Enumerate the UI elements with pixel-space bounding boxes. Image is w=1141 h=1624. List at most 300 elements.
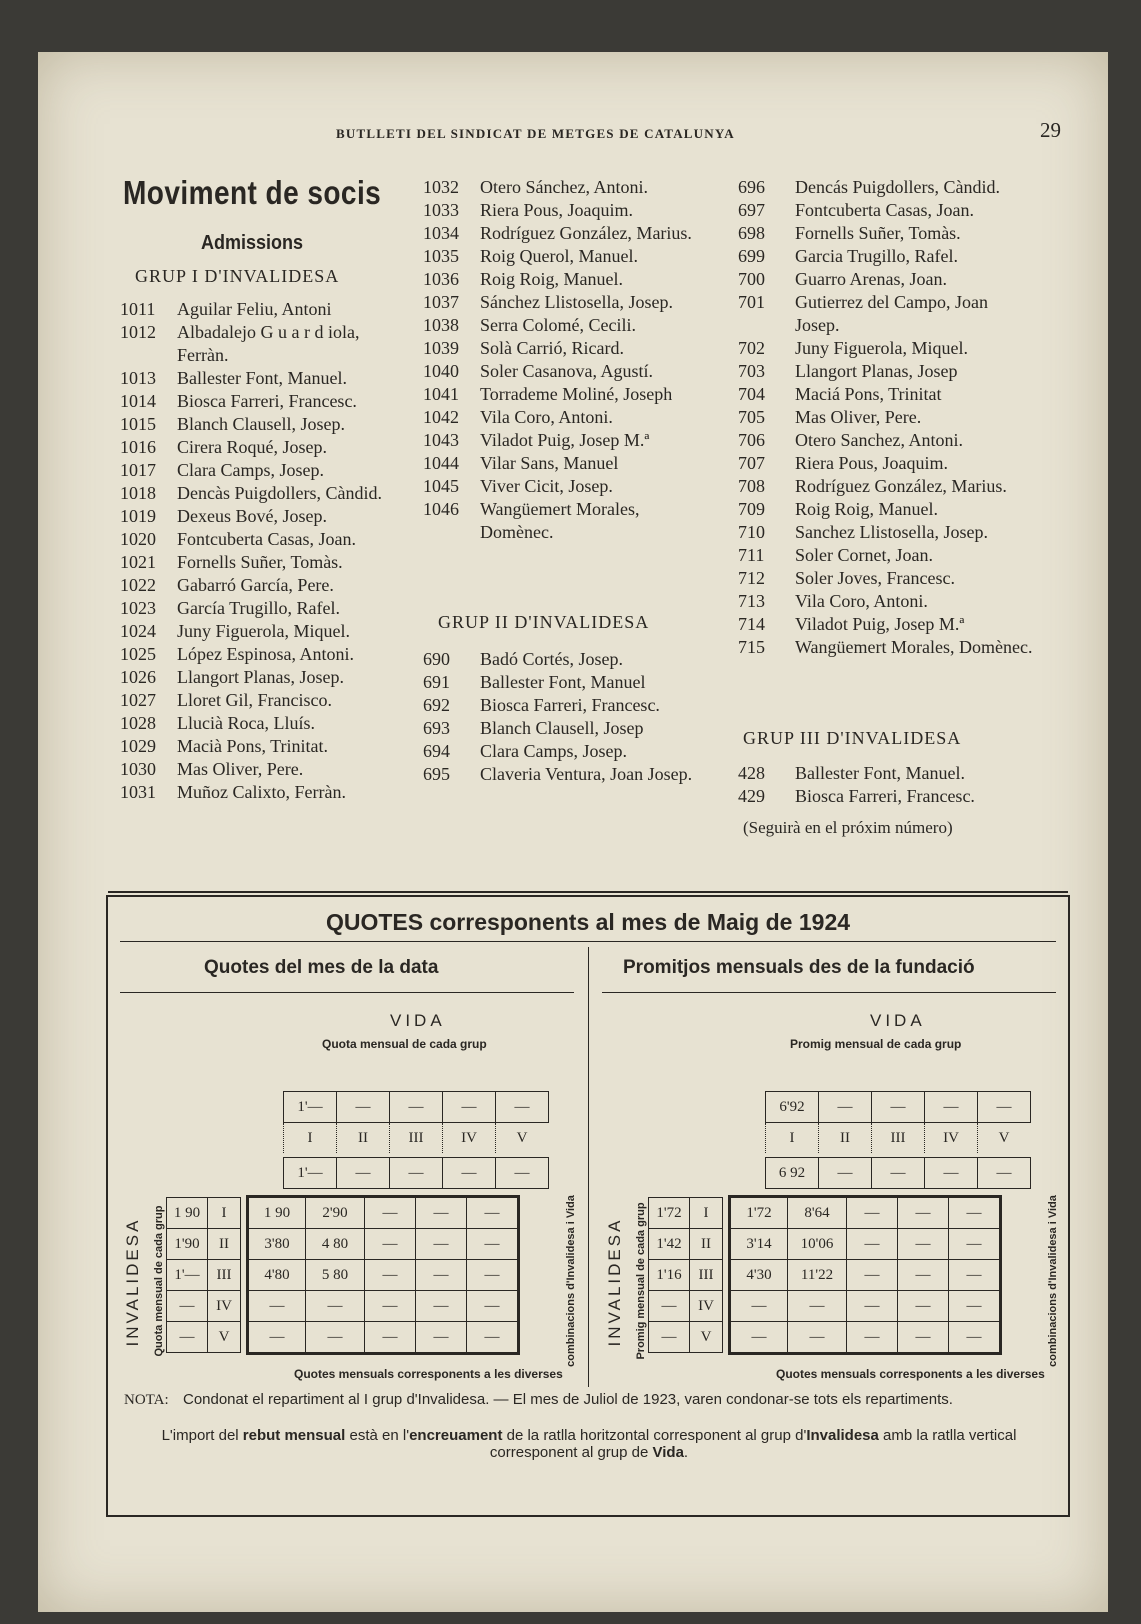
grup2-list-col2 bbox=[423, 648, 708, 786]
matrix-cell: — bbox=[365, 1291, 416, 1322]
vida-quota-2-cell: — bbox=[337, 1158, 390, 1189]
vida-quota-2-cell: — bbox=[819, 1158, 872, 1189]
member-entry bbox=[423, 360, 708, 383]
matrix-cell: — bbox=[898, 1197, 949, 1229]
member-entry bbox=[120, 735, 410, 758]
member-name: Dexeus Bové, Josep. bbox=[177, 506, 327, 526]
member-number: 712 bbox=[738, 568, 765, 588]
member-name: Rodríguez González, Marius. bbox=[795, 476, 1007, 496]
member-name: Ballester Font, Manuel. bbox=[177, 368, 347, 388]
member-number: 1016 bbox=[120, 437, 156, 457]
member-name: Guarro Arenas, Joan. bbox=[795, 269, 947, 289]
invalidesa-group: II bbox=[208, 1229, 241, 1260]
member-entry bbox=[120, 321, 410, 367]
member-entry bbox=[120, 620, 410, 643]
member-name: Macià Pons, Trinitat. bbox=[177, 736, 329, 756]
vida-quota-cell: — bbox=[443, 1092, 496, 1123]
matrix-cell: 3'80 bbox=[248, 1229, 306, 1260]
member-number: 1021 bbox=[120, 552, 156, 572]
member-entry bbox=[738, 291, 1033, 337]
member-entry bbox=[120, 459, 410, 482]
member-name: Muñoz Calixto, Ferràn. bbox=[177, 782, 346, 802]
member-number: 1038 bbox=[423, 315, 459, 335]
article-title: Moviment de socis bbox=[123, 174, 382, 211]
matrix-row bbox=[730, 1322, 1001, 1354]
grup2-list-col3 bbox=[738, 176, 1033, 659]
member-name: Badó Cortés, Josep. bbox=[480, 649, 623, 669]
matrix-cell: — bbox=[248, 1322, 306, 1354]
vida-quota-cell: 6'92 bbox=[766, 1092, 819, 1123]
member-name: Biosca Farreri, Francesc. bbox=[795, 786, 975, 806]
invalidesa-quota: — bbox=[649, 1291, 690, 1322]
matrix-cell: — bbox=[365, 1322, 416, 1354]
matrix-cell: — bbox=[898, 1260, 949, 1291]
left-vida-label: VIDA bbox=[390, 1011, 446, 1030]
member-number: 1011 bbox=[120, 299, 156, 319]
invalidesa-quota: 1 90 bbox=[167, 1198, 208, 1229]
member-name: Gutierrez del Campo, Joan Josep. bbox=[795, 292, 988, 335]
member-entry bbox=[120, 505, 410, 528]
vida-group-cell: I bbox=[766, 1123, 819, 1153]
nota2-bold: Invalidesa bbox=[806, 1427, 879, 1444]
member-name: Biosca Farreri, Francesc. bbox=[480, 695, 660, 715]
matrix-cell: — bbox=[730, 1322, 788, 1354]
member-name: Cirera Roqué, Josep. bbox=[177, 437, 327, 457]
vida-quota-cell: — bbox=[390, 1092, 443, 1123]
matrix-cell: — bbox=[788, 1291, 847, 1322]
invalidesa-label: INVALIDESA bbox=[123, 1217, 142, 1347]
invalidesa-row bbox=[167, 1198, 241, 1229]
matrix-cell: 1'72 bbox=[730, 1197, 788, 1229]
vida-quota-2 bbox=[766, 1158, 1031, 1189]
member-name: Garcia Trugillo, Rafel. bbox=[795, 246, 958, 266]
member-entry bbox=[120, 298, 410, 321]
member-name: Soler Cornet, Joan. bbox=[795, 545, 933, 565]
vida-group-cell: II bbox=[337, 1123, 390, 1153]
member-entry bbox=[120, 712, 410, 735]
invalidesa-row bbox=[649, 1322, 723, 1353]
invalidesa-quota: — bbox=[167, 1291, 208, 1322]
matrix-cell: — bbox=[416, 1291, 467, 1322]
member-name: Vila Coro, Antoni. bbox=[480, 407, 613, 427]
member-number: 705 bbox=[738, 407, 765, 427]
member-number: 1045 bbox=[423, 476, 459, 496]
member-entry bbox=[738, 785, 1033, 808]
member-entry bbox=[738, 245, 1033, 268]
member-number: 701 bbox=[738, 292, 765, 312]
matrix-row bbox=[248, 1197, 519, 1229]
matrix-cell: — bbox=[365, 1229, 416, 1260]
member-entry bbox=[423, 671, 708, 694]
nota2-part: de la ratlla horitzontal corresponent al grup d' bbox=[502, 1427, 807, 1444]
member-entry bbox=[423, 291, 708, 314]
member-entry bbox=[423, 429, 708, 452]
matrix-cell: — bbox=[416, 1229, 467, 1260]
member-name: Sanchez Llistosella, Josep. bbox=[795, 522, 988, 542]
member-name: Clara Camps, Josep. bbox=[480, 741, 627, 761]
member-number: 1020 bbox=[120, 529, 156, 549]
member-name: Albadalejo G u a r d iola, Ferràn. bbox=[177, 322, 360, 365]
vida-group-cell: IV bbox=[925, 1123, 978, 1153]
grup1-heading: GRUP I D'INVALIDESA bbox=[135, 266, 340, 286]
left-subtitle: Quotes del mes de la data bbox=[204, 957, 439, 978]
member-entry bbox=[120, 781, 410, 804]
member-entry bbox=[120, 689, 410, 712]
member-entry bbox=[738, 268, 1033, 291]
member-number: 697 bbox=[738, 200, 765, 220]
member-name: Gabarró García, Pere. bbox=[177, 575, 334, 595]
member-number: 710 bbox=[738, 522, 765, 542]
member-name: Dencás Puigdollers, Càndid. bbox=[795, 177, 1000, 197]
matrix-cell: 4 80 bbox=[306, 1229, 365, 1260]
invalidesa-group: IV bbox=[208, 1291, 241, 1322]
member-number: 698 bbox=[738, 223, 765, 243]
member-entry bbox=[738, 383, 1033, 406]
matrix-cell: 1 90 bbox=[248, 1197, 306, 1229]
invalidesa-row bbox=[649, 1291, 723, 1322]
vida-quota-cell: — bbox=[496, 1092, 549, 1123]
vida-quota-2-cell: — bbox=[978, 1158, 1031, 1189]
matrix-row bbox=[730, 1291, 1001, 1322]
member-entry bbox=[120, 413, 410, 436]
member-entry bbox=[120, 436, 410, 459]
matrix-cell: — bbox=[847, 1260, 898, 1291]
member-entry bbox=[738, 636, 1033, 659]
running-title: BUTLLETI DEL SINDICAT DE METGES DE CATALUNYA bbox=[336, 126, 735, 141]
left-vida-sub: Quota mensual de cada grup bbox=[322, 1037, 487, 1051]
member-entry bbox=[738, 406, 1033, 429]
vida-group-cell: IV bbox=[443, 1123, 496, 1153]
member-entry bbox=[423, 337, 708, 360]
invalidesa-row bbox=[167, 1322, 241, 1353]
member-number: 1027 bbox=[120, 690, 156, 710]
vida-quota-cell: — bbox=[925, 1092, 978, 1123]
matrix-cell: — bbox=[898, 1229, 949, 1260]
vida-quota bbox=[284, 1092, 549, 1123]
member-number: 708 bbox=[738, 476, 765, 496]
member-number: 1024 bbox=[120, 621, 156, 641]
member-number: 1031 bbox=[120, 782, 156, 802]
matrix-cell: — bbox=[949, 1197, 1001, 1229]
vida-group bbox=[284, 1123, 549, 1153]
combination-matrix bbox=[246, 1195, 520, 1355]
member-number: 1042 bbox=[423, 407, 459, 427]
member-name: Juny Figuerola, Miquel. bbox=[177, 621, 350, 641]
member-entry bbox=[120, 367, 410, 390]
vida-quota-2-cell: — bbox=[443, 1158, 496, 1189]
matrix-row bbox=[730, 1229, 1001, 1260]
member-entry bbox=[738, 176, 1033, 199]
invalidesa-group: III bbox=[690, 1260, 723, 1291]
combinacions-label: combinacions d'Invalidesa i Vida bbox=[1047, 1195, 1059, 1367]
member-entry bbox=[120, 666, 410, 689]
grup3-list-col3 bbox=[738, 762, 1033, 808]
member-number: 692 bbox=[423, 695, 450, 715]
member-name: Biosca Farreri, Francesc. bbox=[177, 391, 357, 411]
member-number: 1043 bbox=[423, 430, 459, 450]
member-number: 1014 bbox=[120, 391, 156, 411]
member-number: 715 bbox=[738, 637, 765, 657]
member-name: Juny Figuerola, Miquel. bbox=[795, 338, 968, 358]
vida-top-row-2 bbox=[283, 1157, 549, 1189]
nota-text-1: Condonat el repartiment al I grup d'Invalidesa. — El mes de Juliol de 1923, varen condonar-se tots els repartiments. bbox=[182, 1391, 953, 1408]
matrix-cell: 5 80 bbox=[306, 1260, 365, 1291]
member-name: Llangort Planas, Josep bbox=[795, 361, 958, 381]
member-number: 714 bbox=[738, 614, 765, 634]
member-number: 709 bbox=[738, 499, 765, 519]
vida-quota-2-cell: — bbox=[925, 1158, 978, 1189]
matrix-cell: — bbox=[365, 1260, 416, 1291]
matrix-cell: 10'06 bbox=[788, 1229, 847, 1260]
member-entry bbox=[738, 337, 1033, 360]
member-entry bbox=[738, 199, 1033, 222]
grup2-heading: GRUP II D'INVALIDESA bbox=[438, 612, 650, 632]
member-entry bbox=[738, 762, 1033, 785]
matrix-cell: — bbox=[467, 1197, 519, 1229]
member-number: 691 bbox=[423, 672, 450, 692]
member-number: 1029 bbox=[120, 736, 156, 756]
member-number: 1032 bbox=[423, 177, 459, 197]
member-name: Vila Coro, Antoni. bbox=[795, 591, 928, 611]
member-name: Wangüemert Morales, Domènec. bbox=[795, 637, 1033, 657]
matrix-cell: — bbox=[416, 1197, 467, 1229]
member-number: 1019 bbox=[120, 506, 156, 526]
member-number: 1033 bbox=[423, 200, 459, 220]
member-number: 1018 bbox=[120, 483, 156, 503]
member-number: 700 bbox=[738, 269, 765, 289]
member-name: Blanch Clausell, Josep. bbox=[177, 414, 345, 434]
member-number: 1026 bbox=[120, 667, 156, 687]
matrix-cell: — bbox=[467, 1291, 519, 1322]
matrix-cell: — bbox=[416, 1322, 467, 1354]
member-name: Ballester Font, Manuel. bbox=[795, 763, 965, 783]
member-number: 704 bbox=[738, 384, 765, 404]
matrix-cell: — bbox=[467, 1322, 519, 1354]
vida-quota-2-cell: 1'— bbox=[284, 1158, 337, 1189]
invalidesa-group: I bbox=[208, 1198, 241, 1229]
matrix-cell: 3'14 bbox=[730, 1229, 788, 1260]
matrix-cell: — bbox=[248, 1291, 306, 1322]
invalidesa-column bbox=[166, 1197, 241, 1353]
member-entry bbox=[423, 199, 708, 222]
vida-quota-cell: — bbox=[337, 1092, 390, 1123]
member-name: Wangüemert Morales, Domènec. bbox=[480, 499, 640, 542]
nota2-part: amb la ratlla vertical corresponent al grup de bbox=[489, 1427, 1017, 1461]
member-name: Mas Oliver, Pere. bbox=[795, 407, 922, 427]
invalidesa-label: INVALIDESA bbox=[605, 1217, 624, 1347]
matrix-cell: — bbox=[788, 1322, 847, 1354]
member-name: Lloret Gil, Francisco. bbox=[177, 690, 332, 710]
right-vida-sub: Promig mensual de cada grup bbox=[790, 1037, 962, 1051]
matrix-cell: — bbox=[306, 1322, 365, 1354]
right-subtitle: Promitjos mensuals des de la fundació bbox=[623, 957, 975, 978]
page bbox=[38, 52, 1108, 1612]
member-entry bbox=[423, 452, 708, 475]
member-name: Otero Sánchez, Antoni. bbox=[480, 177, 648, 197]
member-number: 1022 bbox=[120, 575, 156, 595]
matrix-row bbox=[248, 1260, 519, 1291]
matrix-cell: — bbox=[949, 1229, 1001, 1260]
matrix-cell: — bbox=[847, 1291, 898, 1322]
member-name: Dencàs Puigdollers, Càndid. bbox=[177, 483, 382, 503]
member-number: 1039 bbox=[423, 338, 459, 358]
member-entry bbox=[120, 597, 410, 620]
member-entry bbox=[738, 567, 1033, 590]
member-number: 1015 bbox=[120, 414, 156, 434]
member-name: Roig Roig, Manuel. bbox=[795, 499, 938, 519]
member-entry bbox=[423, 763, 708, 786]
member-name: Solà Carrió, Ricard. bbox=[480, 338, 624, 358]
vida-quota-cell: — bbox=[872, 1092, 925, 1123]
member-number: 696 bbox=[738, 177, 765, 197]
matrix-cell: 4'30 bbox=[730, 1260, 788, 1291]
invalidesa-group: V bbox=[208, 1322, 241, 1353]
member-name: Fontcuberta Casas, Joan. bbox=[177, 529, 356, 549]
member-number: 1028 bbox=[120, 713, 156, 733]
matrix-cell: — bbox=[898, 1291, 949, 1322]
vida-quota-cell: — bbox=[978, 1092, 1031, 1123]
member-name: Llangort Planas, Josep. bbox=[177, 667, 344, 687]
invalidesa-group: I bbox=[690, 1198, 723, 1229]
matrix-row bbox=[730, 1197, 1001, 1229]
matrix-cell: — bbox=[949, 1322, 1001, 1354]
member-entry bbox=[120, 482, 410, 505]
member-name: Riera Pous, Joaquim. bbox=[795, 453, 948, 473]
matrix-cell: — bbox=[847, 1322, 898, 1354]
member-number: 1041 bbox=[423, 384, 459, 404]
member-number: 1037 bbox=[423, 292, 459, 312]
invalidesa-sub-label: Promig mensual de cada grup bbox=[635, 1202, 647, 1360]
vida-quota-cell: — bbox=[819, 1092, 872, 1123]
matrix-cell: — bbox=[467, 1260, 519, 1291]
member-name: Aguilar Feliu, Antoni bbox=[177, 299, 332, 319]
continued-note: (Seguirà en el próxim número) bbox=[743, 818, 953, 837]
member-number: 699 bbox=[738, 246, 765, 266]
member-name: Claveria Ventura, Joan Josep. bbox=[480, 764, 693, 784]
member-entry bbox=[738, 429, 1033, 452]
member-number: 1013 bbox=[120, 368, 156, 388]
nota-label: NOTA: bbox=[124, 1392, 169, 1408]
member-number: 703 bbox=[738, 361, 765, 381]
member-name: Rodríguez González, Marius. bbox=[480, 223, 692, 243]
member-entry bbox=[423, 694, 708, 717]
matrix-cell: — bbox=[949, 1260, 1001, 1291]
invalidesa-row bbox=[167, 1291, 241, 1322]
invalidesa-row bbox=[649, 1198, 723, 1229]
page-number: 29 bbox=[1040, 118, 1061, 142]
section-subtitle: Admissions bbox=[201, 232, 304, 254]
combination-matrix bbox=[728, 1195, 1002, 1355]
matrix-caption: Quotes mensuals corresponents a les diverses bbox=[776, 1367, 1045, 1381]
matrix-cell: 8'64 bbox=[788, 1197, 847, 1229]
quotes-box bbox=[106, 895, 1070, 1517]
matrix-cell: — bbox=[949, 1291, 1001, 1322]
vida-quota-2-cell: — bbox=[390, 1158, 443, 1189]
matrix-row bbox=[248, 1291, 519, 1322]
member-name: Torrademe Moliné, Joseph bbox=[480, 384, 673, 404]
member-name: Fornells Suñer, Tomàs. bbox=[177, 552, 343, 572]
vida-quota-2 bbox=[284, 1158, 549, 1189]
invalidesa-row bbox=[649, 1260, 723, 1291]
vida-top-row bbox=[765, 1091, 1031, 1123]
member-entry bbox=[423, 648, 708, 671]
invalidesa-group: II bbox=[690, 1229, 723, 1260]
invalidesa-quota: 1'90 bbox=[167, 1229, 208, 1260]
member-number: 713 bbox=[738, 591, 765, 611]
matrix-cell: — bbox=[847, 1197, 898, 1229]
member-name: Maciá Pons, Trinitat bbox=[795, 384, 942, 404]
invalidesa-row bbox=[167, 1229, 241, 1260]
member-number: 690 bbox=[423, 649, 450, 669]
member-entry bbox=[120, 758, 410, 781]
matrix-row bbox=[248, 1322, 519, 1354]
vida-group-cell: V bbox=[978, 1123, 1031, 1153]
member-name: Vilar Sans, Manuel bbox=[480, 453, 619, 473]
matrix-cell: 11'22 bbox=[788, 1260, 847, 1291]
member-entry bbox=[738, 452, 1033, 475]
vida-group-cell: V bbox=[496, 1123, 549, 1153]
member-name: Roig Querol, Manuel. bbox=[480, 246, 638, 266]
member-name: Sánchez Llistosella, Josep. bbox=[480, 292, 673, 312]
member-entry bbox=[423, 314, 708, 337]
member-name: Viver Cicit, Josep. bbox=[480, 476, 613, 496]
nota2-bold: encreuament bbox=[409, 1427, 503, 1444]
matrix-row bbox=[730, 1260, 1001, 1291]
member-entry bbox=[423, 383, 708, 406]
member-entry bbox=[120, 574, 410, 597]
vida-group-cell: III bbox=[390, 1123, 443, 1153]
member-entry bbox=[423, 740, 708, 763]
matrix-cell: — bbox=[467, 1229, 519, 1260]
member-number: 1034 bbox=[423, 223, 459, 243]
vida-roman-row bbox=[283, 1123, 548, 1153]
invalidesa-sub-label: Quota mensual de cada grup bbox=[153, 1205, 165, 1357]
vida-quota bbox=[766, 1092, 1031, 1123]
matrix-cell: — bbox=[847, 1229, 898, 1260]
member-name: Soler Joves, Francesc. bbox=[795, 568, 955, 588]
member-number: 695 bbox=[423, 764, 450, 784]
invalidesa-row bbox=[167, 1260, 241, 1291]
vida-quota-2-cell: 6 92 bbox=[766, 1158, 819, 1189]
member-entry bbox=[120, 390, 410, 413]
vida-quota-2-cell: — bbox=[872, 1158, 925, 1189]
member-name: Soler Casanova, Agustí. bbox=[480, 361, 653, 381]
right-vida-label: VIDA bbox=[870, 1011, 926, 1030]
member-number: 1012 bbox=[120, 322, 156, 342]
member-entry bbox=[423, 245, 708, 268]
vida-group-cell: I bbox=[284, 1123, 337, 1153]
grup1-list-col1 bbox=[120, 298, 410, 804]
member-number: 1025 bbox=[120, 644, 156, 664]
invalidesa-quota: 1'16 bbox=[649, 1260, 690, 1291]
member-name: Riera Pous, Joaquim. bbox=[480, 200, 633, 220]
member-entry bbox=[738, 521, 1033, 544]
invalidesa-group: V bbox=[690, 1322, 723, 1353]
vida-quota-cell: 1'— bbox=[284, 1092, 337, 1123]
member-entry bbox=[738, 475, 1033, 498]
nota2-part: . bbox=[683, 1444, 689, 1461]
vida-group-cell: III bbox=[872, 1123, 925, 1153]
member-number: 1044 bbox=[423, 453, 459, 473]
member-name: Viladot Puig, Josep M.ª bbox=[480, 430, 650, 450]
member-number: 702 bbox=[738, 338, 765, 358]
member-number: 1017 bbox=[120, 460, 156, 480]
invalidesa-quota: — bbox=[167, 1322, 208, 1353]
nota2-part: L'import del bbox=[161, 1427, 243, 1444]
nota2-part: està en l' bbox=[345, 1427, 410, 1444]
vida-group bbox=[766, 1123, 1031, 1153]
member-number: 428 bbox=[738, 763, 765, 783]
